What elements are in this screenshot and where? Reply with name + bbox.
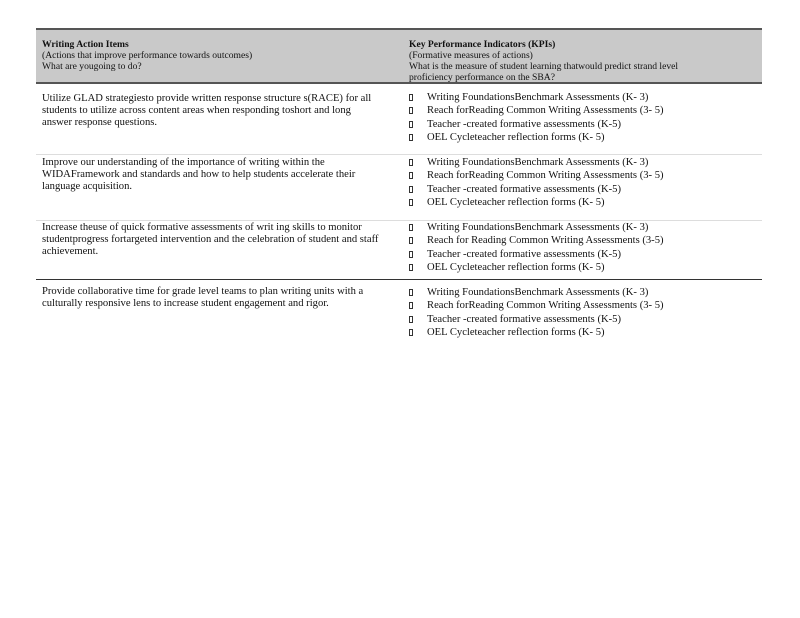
header-right-question-line1: What is the measure of student learning thatwould predict strand level	[409, 61, 679, 72]
bullet-box-icon	[409, 121, 413, 128]
bullet-box-icon	[409, 289, 413, 296]
kpi-list	[409, 91, 759, 145]
table-row	[36, 280, 762, 345]
kpi-item: OEL Cycleteacher reflection forms (K- 5)	[409, 196, 759, 209]
header-right-column	[409, 39, 754, 83]
kpi-item: Teacher -created formative assessments (K-5)	[409, 313, 759, 326]
table-row	[36, 84, 762, 155]
table-row	[36, 155, 762, 221]
action-item: Utilize GLAD strategiesto provide written response structure s(RACE) for all students to utilize across content areas when responding toshort and long answer response questions.	[42, 93, 372, 129]
bullet-box-icon	[409, 107, 413, 114]
kpi-item: Reach forReading Common Writing Assessments (3- 5)	[409, 299, 759, 312]
bullet-box-icon	[409, 316, 413, 323]
kpi-item: Writing FoundationsBenchmark Assessments (K- 3)	[409, 286, 759, 299]
action-item: Increase theuse of quick formative assessments of writ ing skills to monitor studentprogress fortargeted intervention and the celebration of student and staff achievement.	[42, 222, 379, 258]
bullet-box-icon	[409, 329, 413, 336]
action-plan-table	[36, 28, 762, 345]
bullet-box-icon	[409, 159, 413, 166]
bullet-box-icon	[409, 186, 413, 193]
bullet-box-icon	[409, 224, 413, 231]
kpi-item: Writing FoundationsBenchmark Assessments (K- 3)	[409, 221, 759, 234]
header-right-title: Key Performance Indicators (KPIs)	[409, 39, 556, 50]
bullet-box-icon	[409, 237, 413, 244]
header-left-question: What are yougoing to do?	[42, 61, 142, 72]
kpi-list	[409, 156, 759, 210]
header-right-question-line2: proficiency performance on the SBA?	[409, 72, 555, 83]
kpi-list	[409, 286, 759, 340]
bullet-box-icon	[409, 94, 413, 101]
bullet-box-icon	[409, 134, 413, 141]
action-item: Improve our understanding of the importance of writing within the WIDAFramework and standards and how to help students accelerate their language acquisition.	[42, 157, 356, 193]
kpi-item: Teacher -created formative assessments (K-5)	[409, 183, 759, 196]
table-row	[36, 221, 762, 280]
header-left-column	[42, 39, 372, 72]
header-left-subtitle: (Actions that improve performance towards outcomes)	[42, 50, 253, 61]
header-left-title: Writing Action Items	[42, 39, 129, 50]
kpi-item: Reach forReading Common Writing Assessments (3- 5)	[409, 169, 759, 182]
bullet-box-icon	[409, 172, 413, 179]
bullet-box-icon	[409, 251, 413, 258]
kpi-list	[409, 221, 759, 275]
kpi-item: Teacher -created formative assessments (K-5)	[409, 248, 759, 261]
kpi-item: OEL Cycleteacher reflection forms (K- 5)	[409, 131, 759, 144]
kpi-item: Reach forReading Common Writing Assessments (3- 5)	[409, 104, 759, 117]
action-item: Provide collaborative time for grade level teams to plan writing units with a culturally responsive lens to increase student engagement and rigor.	[42, 286, 364, 310]
kpi-item: Teacher -created formative assessments (K-5)	[409, 118, 759, 131]
kpi-item: Writing FoundationsBenchmark Assessments (K- 3)	[409, 91, 759, 104]
bullet-box-icon	[409, 199, 413, 206]
kpi-item: OEL Cycleteacher reflection forms (K- 5)	[409, 326, 759, 339]
kpi-item: Reach for Reading Common Writing Assessments (3-5)	[409, 234, 759, 247]
header-right-subtitle: (Formative measures of actions)	[409, 50, 533, 61]
bullet-box-icon	[409, 302, 413, 309]
kpi-item: OEL Cycleteacher reflection forms (K- 5)	[409, 261, 759, 274]
bullet-box-icon	[409, 264, 413, 271]
table-header	[36, 28, 762, 84]
kpi-item: Writing FoundationsBenchmark Assessments (K- 3)	[409, 156, 759, 169]
